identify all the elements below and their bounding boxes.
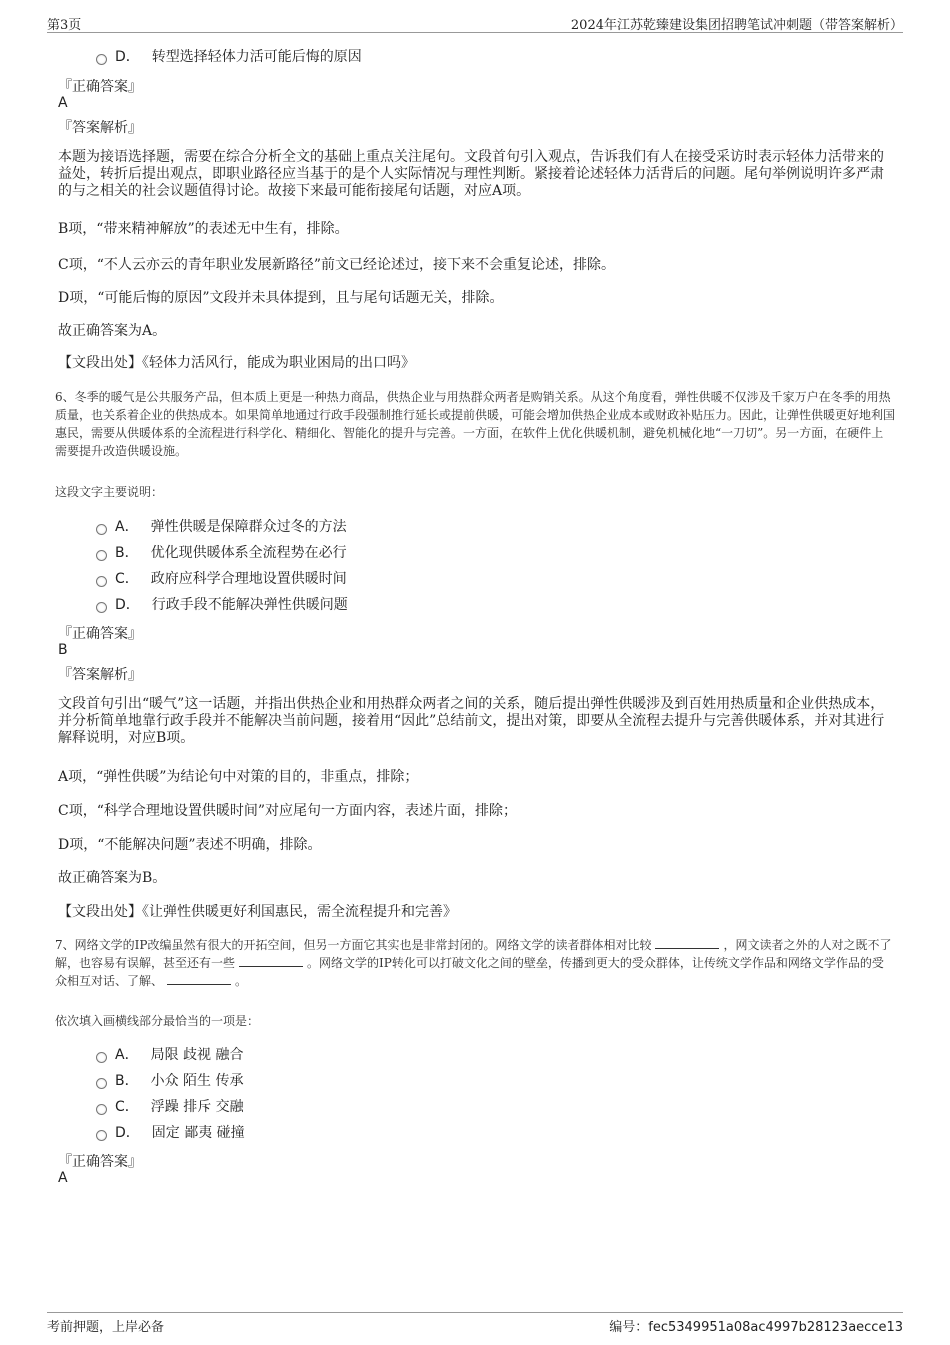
analysis-option-c: C项，“不人云亦云的青年职业发展新路径”前文已经论述过，接下来不会重复论述，排除。 (58, 257, 616, 273)
q6-option-d[interactable]: D． 行政手段不能解决弹性供暖问题 (96, 595, 348, 615)
analysis-conclusion: 故正确答案为A。 (58, 323, 167, 339)
page-header (47, 14, 903, 33)
fill-blank-3 (167, 984, 231, 985)
fill-blank-1 (655, 948, 719, 949)
q7-option-d[interactable]: D． 固定 鄙夷 碰撞 (96, 1123, 245, 1143)
radio-icon[interactable] (96, 1130, 107, 1141)
analysis-option-b: B项，“带来精神解放”的表述无中生有，排除。 (58, 221, 349, 237)
radio-icon[interactable] (96, 550, 107, 561)
q6-option-b[interactable]: B． 优化现供暖体系全流程势在必行 (96, 543, 347, 563)
q7-option-b[interactable]: B． 小众 陌生 传承 (96, 1071, 244, 1091)
q6-option-c[interactable]: C． 政府应科学合理地设置供暖时间 (96, 569, 347, 589)
page-number: 第3页 (47, 18, 82, 33)
radio-icon[interactable] (96, 576, 107, 587)
analysis-tag: 『答案解析』 (58, 667, 142, 683)
analysis-option-a: A项，“弹性供暖”为结论句中对策的目的，非重点，排除； (58, 769, 419, 785)
analysis-paragraph: 文段首句引出“暖气”这一话题，并指出供热企业和用热群众两者之间的关系，随后提出弹性供暖涉及到百姓用热质量和企业供热成本，并分析简单地靠行政手段并不能解决当前问题，接着用“因此”总结前文，提出对策，即要从全流程去提升与完善供暖体系，并对其进行解释说明，对应B项。 (58, 696, 885, 746)
question-6-text: 6、冬季的暖气是公共服务产品，但本质上更是一种热力商品，供热企业与用热群众两者是购销关系。从这个角度看，弹性供暖不仅涉及千家万户在冬季的用热质量，也关系着企业的供热成本。如果简单地通过行政手段强制推行延长或提前供暖，可能会增加供热企业成本或财政补贴压力。因此，让弹性供暖更好地利国惠民，需要从供暖体系的全流程进行科学化、精细化、智能化的提升与完善。一方面，在软件上优化供暖机制，避免机械化地“一刀切”。另一方面，在硬件上需要提升改造供暖设施。 (55, 390, 896, 458)
q6-option-a[interactable]: A． 弹性供暖是保障群众过冬的方法 (96, 517, 347, 537)
radio-icon[interactable] (96, 602, 107, 613)
radio-icon[interactable] (96, 524, 107, 535)
analysis-option-c: C项，“科学合理地设置供暖时间”对应尾句一方面内容，表述片面，排除； (58, 803, 518, 819)
analysis-paragraph: 本题为接语选择题，需要在综合分析全文的基础上重点关注尾句。文段首句引入观点，告诉我们有人在接受采访时表示轻体力活带来的益处，转折后提出观点，即职业路径应当基于的是个人实际情况与理性判断。紧接着论述轻体力活背后的问题。尾句举例说明许多严肃的与之相关的社会议题值得讨论。故接下来最可能衔接尾句话题，对应A项。 (58, 149, 884, 199)
document-title: 2024年江苏乾臻建设集团招聘笔试冲刺题（带答案解析） (570, 18, 903, 33)
answer-tag: 『正确答案』 (58, 1154, 142, 1170)
source-citation: 【文段出处】《轻体力活风行，能成为职业困局的出口吗》 (58, 355, 415, 371)
fill-blank-2 (239, 966, 303, 967)
analysis-conclusion: 故正确答案为B。 (58, 870, 167, 886)
answer-tag: 『正确答案』 (58, 79, 142, 95)
analysis-option-d: D项，“不能解决问题”表述不明确，排除。 (58, 837, 322, 853)
question-6-prompt: 这段文字主要说明： (55, 485, 164, 499)
answer-tag: 『正确答案』 (58, 626, 142, 642)
page-footer (47, 1312, 903, 1335)
radio-icon[interactable] (96, 1052, 107, 1063)
q7-option-a[interactable]: A． 局限 歧视 融合 (96, 1045, 243, 1065)
footer-slogan: 考前押题，上岸必备 (47, 1320, 165, 1335)
analysis-tag: 『答案解析』 (58, 120, 142, 136)
question-7-prompt: 依次填入画横线部分最恰当的一项是： (55, 1014, 260, 1028)
document-id: 编号：fec5349951a08ac4997b28123aecce13 (609, 1320, 903, 1335)
q7-option-c[interactable]: C． 浮躁 排斥 交融 (96, 1097, 244, 1117)
q5-option-d[interactable]: D． 转型选择轻体力活可能后悔的原因 (96, 47, 362, 67)
answer-value: A (58, 95, 68, 111)
analysis-option-d: D项，“可能后悔的原因”文段并未具体提到，且与尾句话题无关，排除。 (58, 290, 504, 306)
radio-icon[interactable] (96, 1104, 107, 1115)
radio-icon[interactable] (96, 54, 107, 65)
question-7-text: 7、网络文学的IP改编虽然有很大的开拓空间，但另一方面它其实也是非常封闭的。网络文学的读者群体相对比较 ，网文读者之外的人对之既不了解，也容易有误解，甚至还有一些 。网络文学的IP转化可以打破文化之间的壁垒，传播到更大的受众群体，让传统文学作品和网络文学作品的受众相互对话、了解、 。 (55, 938, 892, 988)
radio-icon[interactable] (96, 1078, 107, 1089)
answer-value: B (58, 642, 68, 658)
source-citation: 【文段出处】《让弹性供暖更好利国惠民，需全流程提升和完善》 (58, 904, 457, 920)
answer-value: A (58, 1170, 68, 1186)
